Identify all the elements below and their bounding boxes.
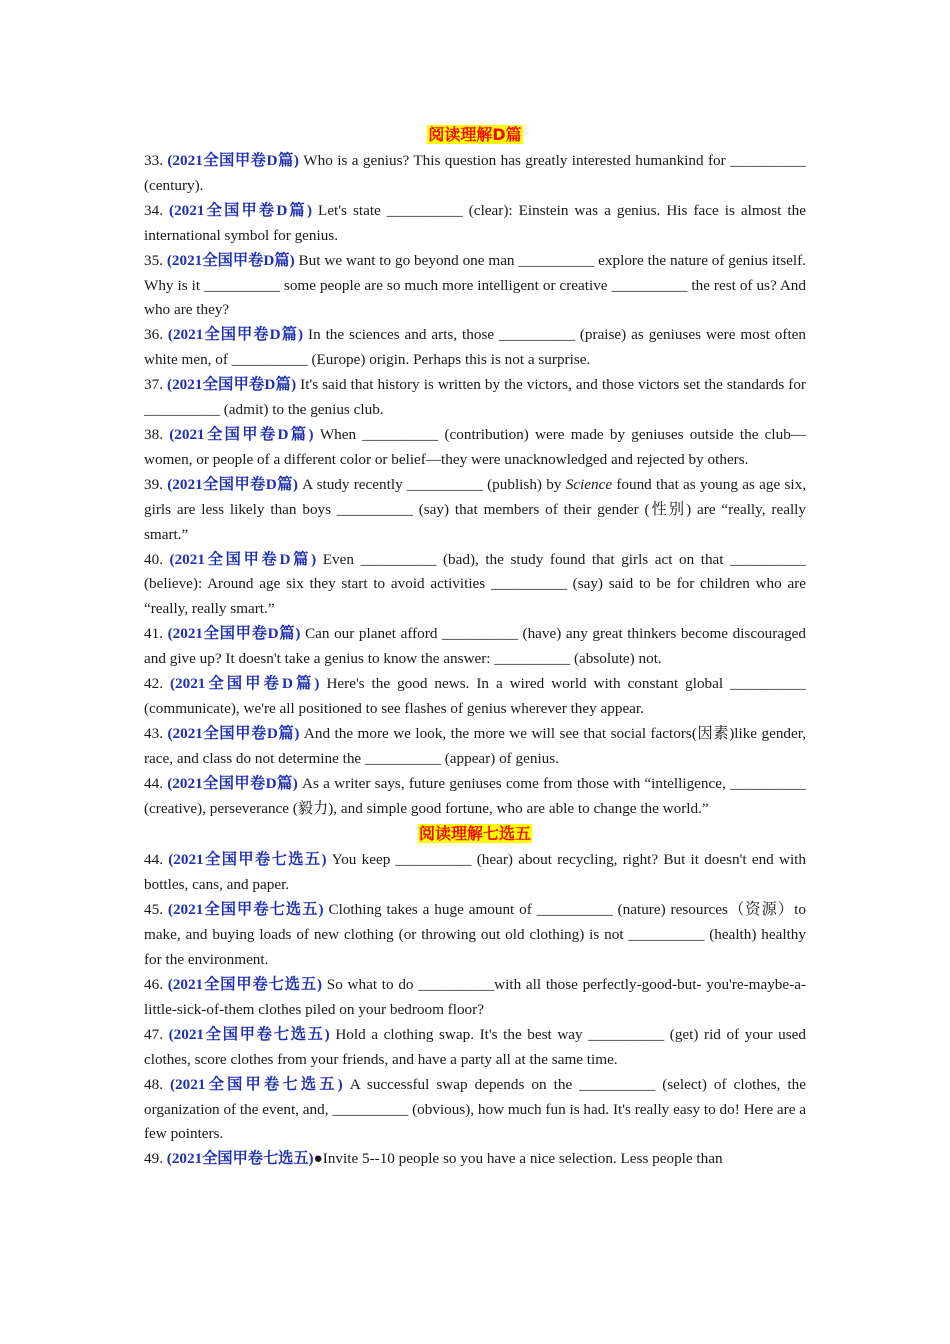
question-text: So what to do __________with all those perfectly-good-but- you're-maybe-a-little-sick-of-them clothes piled on your bedroom floor? [144, 976, 806, 1018]
question-45 [144, 898, 806, 973]
question-number: 38. [144, 425, 163, 443]
question-text: But we want to go beyond one man __________ explore the nature of genius itself. Why is it __________ some people are so much more intelligent or creative __________ the rest of us? And who are they? [144, 251, 806, 319]
question-text: In the sciences and arts, those __________ (praise) as geniuses were most often white men, of __________ (Europe) origin. Perhaps this is not a surprise. [144, 326, 806, 369]
question-number: 36. [144, 326, 163, 344]
question-number: 45. [144, 901, 163, 919]
question-source: (2021全国甲卷D篇) [169, 675, 320, 693]
question-text: A successful swap depends on the __________ (select) of clothes, the organization of the event, and, __________ (obvious), how much fun is had. It's really easy to do! Here are a few pointers. [144, 1075, 807, 1143]
question-source: (2021全国甲卷七选五) [167, 976, 323, 993]
question-text: ●Invite 5--10 people so you have a nice selection. Less people than [313, 1150, 723, 1168]
question-text-continued: found that as young as age six, girls are less likely than boys __________ (say) that members of their gender (性别) are “really, really smart.” [144, 475, 806, 543]
question-38 [144, 423, 806, 473]
question-number: 37. [144, 376, 163, 394]
heading-text: 阅读理解七选五 [418, 824, 531, 844]
question-49 [144, 1147, 806, 1172]
question-number: 48. [144, 1075, 163, 1093]
question-number: 44. [144, 774, 163, 792]
section-heading-seven-choose-five [144, 821, 806, 848]
question-source: (2021全国甲卷七选五) [167, 901, 324, 919]
question-text: Hold a clothing swap. It's the best way __________ (get) rid of your used clothes, score clothes from your friends, and have a party all at the same time. [144, 1025, 806, 1068]
journal-name: Science [565, 475, 613, 493]
question-source: (2021全国甲卷七选五) [166, 1150, 314, 1168]
question-35 [144, 249, 806, 324]
question-source: (2021全国甲卷D篇) [169, 425, 314, 443]
question-source: (2021全国甲卷七选五) [170, 1075, 343, 1093]
question-number: 33. [144, 152, 163, 169]
question-text: As a writer says, future geniuses come from those with “intelligence, __________ (creative), perseverance (毅力), and simple good fortune, who are able to change the world.” [144, 774, 806, 817]
question-source: (2021全国甲卷D篇) [167, 152, 299, 169]
question-source: (2021全国甲卷D篇) [167, 774, 298, 792]
question-text: Let's state __________ (clear): Einstein was a genius. His face is almost the international symbol for genius. [144, 201, 806, 244]
question-40 [144, 548, 806, 623]
question-number: 49. [144, 1150, 163, 1168]
question-48 [144, 1073, 806, 1148]
question-source: (2021全国甲卷D篇) [169, 550, 317, 568]
question-text: Even __________ (bad), the study found that girls act on that __________ (believe): Around age six they start to avoid activities __________ (say) said to be for children who are “really, really smart.” [144, 550, 806, 618]
question-number: 34. [144, 201, 163, 219]
question-36 [144, 323, 806, 373]
question-number: 35. [144, 251, 163, 269]
question-source: (2021全国甲卷七选五) [168, 1025, 330, 1043]
question-source: (2021全国甲卷D篇) [166, 251, 295, 269]
question-source: (2021全国甲卷D篇) [167, 326, 304, 344]
heading-text: 阅读理解D篇 [428, 125, 522, 144]
question-number: 42. [144, 675, 163, 693]
question-source: (2021全国甲卷D篇) [167, 724, 300, 742]
section-heading-d [144, 122, 806, 149]
document-page [144, 122, 806, 1172]
question-34 [144, 199, 806, 249]
question-number: 44. [144, 851, 163, 869]
question-source: (2021全国甲卷D篇) [167, 376, 297, 394]
question-33 [144, 149, 806, 199]
question-39 [144, 473, 806, 548]
question-number: 41. [144, 625, 163, 643]
question-text: When __________ (contribution) were made by geniuses outside the club—women, or people of a different color or belief—they were unacknowledged and rejected by others. [144, 425, 807, 468]
question-47 [144, 1023, 806, 1073]
question-text: Here's the good news. In a wired world with constant global __________ (communicate), we're all positioned to see flashes of genius wherever they appear. [144, 675, 806, 717]
question-number: 46. [144, 976, 163, 993]
question-text: And the more we look, the more we will see that social factors(因素)like gender, race, and class do not determine the __________ (appear) of genius. [144, 724, 807, 767]
question-text: Clothing takes a huge amount of __________ (nature) resources（资源）to make, and buying loads of new clothing (or throwing out old clothing) is not __________ (health) healthy for the environment. [144, 901, 806, 969]
question-source: (2021全国甲卷D篇) [169, 201, 313, 219]
question-44 [144, 772, 806, 822]
question-text: It's said that history is written by the victors, and those victors set the standards for __________ (admit) to the genius club. [144, 376, 806, 419]
question-43 [144, 722, 806, 772]
question-text: You keep __________ (hear) about recycling, right? But it doesn't end with bottles, cans, and paper. [144, 851, 806, 894]
question-46 [144, 973, 806, 1023]
question-44b [144, 848, 806, 898]
question-text: Who is a genius? This question has greatly interested humankind for __________ (century). [144, 152, 806, 194]
question-number: 39. [144, 475, 163, 493]
question-37 [144, 373, 806, 423]
question-41 [144, 622, 806, 672]
question-source: (2021全国甲卷D篇) [167, 475, 298, 493]
question-text: A study recently __________ (publish) by [297, 475, 566, 493]
question-number: 43. [144, 724, 163, 742]
question-text: Can our planet afford __________ (have) any great thinkers become discouraged and give up? It doesn't take a genius to know the answer: __________ (absolute) not. [144, 625, 807, 668]
question-42 [144, 672, 806, 722]
question-number: 47. [144, 1025, 163, 1043]
question-number: 40. [144, 550, 163, 568]
question-source: (2021全国甲卷七选五) [168, 851, 327, 869]
question-source: (2021全国甲卷D篇) [167, 625, 301, 643]
